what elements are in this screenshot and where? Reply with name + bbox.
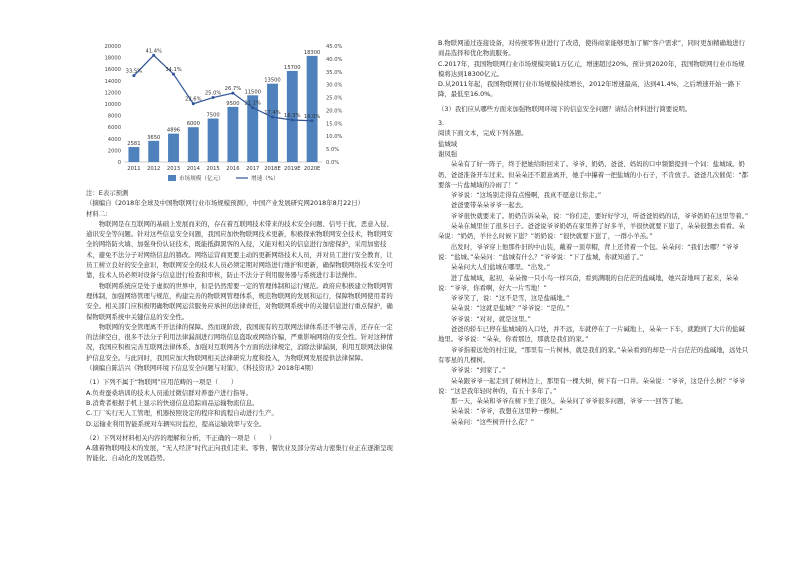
bar-value-label: 13500 bbox=[264, 77, 281, 84]
y-right-tick-label: 15.0% bbox=[326, 121, 343, 128]
bar-value-label: 3650 bbox=[147, 134, 161, 141]
bar-value-label: 4896 bbox=[166, 127, 181, 134]
y-left-tick-label: 6000 bbox=[107, 125, 121, 132]
paragraph: 物联网系统应是处于虚拟的世界中，但是仍然需要一定的管理体制和运行规范。政府应积极建立物联网管理体制，加强网络管理与规范，构建完善的物联网管理体系，规范物联网的发展和运行，保障物联网使用者的安全。相关部门应积极明确物联网运营服务应承担的法律责任，对物联网系统中的关键信息进行重点保护，确保物联网系统中关键信息的安全性。 bbox=[86, 281, 393, 321]
legend-bar-label: 市场规模（亿元） bbox=[179, 176, 224, 182]
story-paragraph: 朵朵说：“爷爷，我想在这里种一棵树。” bbox=[450, 407, 563, 416]
growth-value-label: 25.0% bbox=[204, 90, 222, 97]
y-left-tick-label: 4000 bbox=[107, 136, 121, 143]
chart-svg bbox=[86, 38, 356, 188]
x-tick-label: 2011 bbox=[127, 166, 141, 172]
story-paragraph: 爸爸的轿车已停在盐城域的入口处，并不远，车就停在了一片碱地上，朵朵一下车，就跑到了大片的盐碱地里。爷爷说：“朵朵，你看那边，那就是我们的家。” bbox=[438, 325, 745, 344]
bar-value-label: 9500 bbox=[226, 100, 240, 107]
material2-title: 材料二： bbox=[86, 209, 112, 218]
y-left-tick-label: 10000 bbox=[104, 102, 121, 108]
option: B.消费者根据手机上显示的快递信息追踪商品运输物流信息。 bbox=[86, 398, 259, 407]
bar-value-label: 18300 bbox=[303, 49, 321, 56]
option: C.工厂实行无人工管理，机器按照设定的程序和流程自动进行生产。 bbox=[86, 409, 278, 418]
y-left-tick-label: 2000 bbox=[107, 148, 121, 155]
story-paragraph: 出发时，爷爷穿上他那件旧的中山装，戴着一顶草帽，背上还背着一个包。朵朵问：“我们去哪？”爷爷说：“盐城。”朵朵问：“盐城有什么？”爷爷说：“下了盐城，你就知道了。” bbox=[438, 242, 739, 261]
left-column bbox=[86, 38, 398, 464]
story-paragraph: 那一天，朵朵和爷爷在树下坐了很久，朵朵问了爷爷很多问题，爷爷一一回答了她。 bbox=[450, 397, 688, 406]
bar-value-label: 2581 bbox=[127, 141, 141, 148]
x-tick-label: 2016 bbox=[226, 166, 240, 172]
y-right-tick-label: 0.0% bbox=[326, 160, 340, 166]
bar-value-label: 7500 bbox=[206, 112, 220, 119]
growth-value-label: 16.0% bbox=[303, 113, 321, 120]
market-size-chart bbox=[86, 38, 356, 188]
x-tick-label: 2013 bbox=[166, 166, 181, 172]
option: D.从2011年起，我国物联网行业市场规模持续增长，2012年增速最高，达到41.4%，之后增速开始一路下降，最低至16.0%。 bbox=[438, 80, 741, 99]
growth-value-label: 33.5% bbox=[125, 68, 143, 75]
story-paragraph: 朵朵跟爷爷一起走到了树林边上，那里有一棵大树，树下有一口井。朵朵说：“爷爷，这是什么树？”爷爷说：“这是我年轻时种的，有五十多年了。” bbox=[438, 376, 745, 395]
story-paragraph: 朵朵说：“这就是盐城？”爷爷说：“是的。” bbox=[450, 304, 570, 313]
story-paragraph: 爷爷说：“到家了。” bbox=[450, 366, 506, 375]
story-paragraph: 爷爷笑了，说：“这不是雪，这是盐碱地。” bbox=[450, 294, 570, 303]
bar-value-label: 15700 bbox=[284, 64, 301, 71]
paragraph: 物联网的安全管理离不开法律的保障。然而现阶段，我国现有的互联网法律体系还不够完善，还存在一定的法律空白，很多不法分子利用法律漏洞进行网络信息盗取或网络诈骗，严重影响网络的安全性。针对这种情况，我国应积极完善互联网法律体系，加强对互联网各个方面的法律规定，消除法律漏洞，利用互联网法律保护信息安全。与此同时，我国应加大物联网相关法律研究力度和投入，为物联网发展提供法律保障。 bbox=[86, 322, 393, 362]
y-left-tick-label: 12000 bbox=[104, 90, 121, 97]
chart-note: 注：E表示预测 bbox=[86, 189, 129, 197]
story-paragraph: 爷爷说：“这场别走得有点慢啊，我真不愿意让你走。” bbox=[450, 191, 602, 200]
y-left-tick-label: 14000 bbox=[104, 78, 121, 85]
story-paragraph: 爷爷很快就要来了。奶奶告诉朵朵，说：“你们走，要好好学习，听爸爸妈妈的话，爷爷奶奶在这里等着。” bbox=[450, 211, 749, 220]
x-tick-label: 2014 bbox=[186, 166, 200, 172]
option: C.2017年，我国物联网行业市场规模突破1万亿元，增速超过20%。预计到2020年，我国物联网行业市场规模将达到18300亿元。 bbox=[438, 59, 745, 78]
right-column bbox=[438, 38, 750, 427]
y-right-tick-label: 5.0% bbox=[326, 147, 340, 154]
bar bbox=[148, 141, 159, 162]
y-right-tick-label: 25.0% bbox=[326, 95, 343, 102]
option: A.负责蚕桑培训的技术人员通过微信群对养蚕户进行指导。 bbox=[86, 388, 253, 397]
bar-value-label: 6000 bbox=[186, 121, 200, 128]
y-right-tick-label: 30.0% bbox=[326, 82, 343, 89]
y-right-tick-label: 45.0% bbox=[326, 44, 343, 50]
y-right-tick-label: 35.0% bbox=[326, 69, 343, 76]
source-note: （摘编自陈洁兴《物联网环境下信息安全问题与对策》，《科技资讯》2018年4期） bbox=[86, 364, 318, 373]
legend-line-label: 增速（%） bbox=[251, 176, 279, 182]
x-tick-label: 2017 bbox=[246, 166, 260, 172]
bar bbox=[227, 107, 238, 162]
growth-value-label: 21.1% bbox=[244, 100, 261, 107]
y-right-tick-label: 20.0% bbox=[326, 108, 343, 115]
option: D.运输业利用智能系统对车辆实时监控，提高运输效率与安全。 bbox=[86, 419, 266, 428]
bar bbox=[208, 119, 219, 163]
section-number: 3. bbox=[438, 119, 445, 128]
growth-value-label: 22.6% bbox=[185, 96, 202, 103]
story-paragraph: 爷爷指着远处的村庄说，“那里有一片树林，就是我们的家。”朵朵看到的却是一片白茫茫的盐碱地，远处只有零星的几棵树。 bbox=[438, 345, 749, 364]
story-paragraph: 爷爷说：“对对，就是这里。” bbox=[450, 314, 531, 323]
y-left-tick-label: 8000 bbox=[107, 113, 121, 120]
story-paragraph: 朵朵问大人们盐城在哪里。“出发。” bbox=[450, 263, 551, 272]
bar bbox=[168, 134, 179, 162]
y-right-tick-label: 10.0% bbox=[326, 134, 343, 141]
growth-value-label: 16.3% bbox=[284, 112, 301, 119]
y-left-tick-label: 18000 bbox=[104, 55, 121, 62]
question-2: （2）下列对材料相关内容的理解和分析，不正确的一项是（ ） bbox=[86, 433, 276, 442]
y-left-tick-label: 16000 bbox=[104, 67, 121, 74]
paragraph: 物联网是在互联网的基础上发展而来的，存在着互联网技术带来的技术安全问题、信号干扰、恶意入侵、通讯安全等问题。针对这些信息安全问题，我国应加快物联网技术更新，积极探索物联网安全技术，物联网安全的网络防火墙、加强身份认证技术，既能抵御黑客的入侵，又能对相关的信息进行加密保护，采用加密技术，避免不法分子对网络信息的篡改。网络运营商更要主动的更新网络技术人员，并对员工进行安全教育，让员工树立良好的安全意识，物联网安全的技术人员必须定期对网络进行维护和更新，确保物联网络技术安全可靠，技术人员必须对设备与信息进行检查和审核，防止不法分子利用服务器与系统进行非法操作。 bbox=[86, 219, 393, 280]
y-left-tick-label: 20000 bbox=[104, 44, 121, 50]
story-paragraph: 进了盐城域，起初，朵朵像一只小鸟一样兴奋，看到满眼的白茫茫的盐碱地，她兴奋地叫了起来，朵朵说：“爷爷，你看啊，好大一片雪地！” bbox=[438, 273, 739, 292]
question-1: （1）下列不属于“物联网”应用范畴的一项是（ ） bbox=[86, 378, 238, 387]
story-paragraph: 朵朵在城里住了很多日子。爸爸说爷爷奶奶在家里养了好多羊，羊很快就要下崽了，朵朵很想去看看。朵朵说：“奶奶，羊什么时候下崽？”奶奶说：“很快就要下崽了，一群小羊羔。” bbox=[438, 222, 745, 241]
x-tick-label: 2019E bbox=[284, 166, 301, 172]
growth-value-label: 41.4% bbox=[145, 48, 162, 55]
x-tick-label: 2020E bbox=[303, 166, 321, 172]
bar bbox=[188, 127, 199, 162]
option: B.物联网通过连接设备，对传统零售业进行了改造，使得商家能够更加了解“客户需求”，同时更加精确地进行商品选择和优化物流服务。 bbox=[438, 39, 746, 58]
x-tick-label: 2015 bbox=[206, 166, 220, 172]
story-paragraph: 爸爸要带朵朵爷爷一起去。 bbox=[450, 201, 528, 210]
growth-value-label: 34.1% bbox=[165, 67, 182, 74]
bar bbox=[128, 147, 139, 162]
x-tick-label: 2012 bbox=[147, 166, 161, 172]
bar-value-label: 11500 bbox=[244, 89, 261, 96]
story-title: 盐城域 bbox=[438, 139, 458, 148]
x-tick-label: 2018E bbox=[264, 166, 281, 172]
bar bbox=[267, 84, 278, 162]
legend-bar-swatch bbox=[168, 175, 176, 181]
question-3: （3）我们应从哪些方面来加强物联网环境下的信息安全问题？请结合材料进行简要说明。 bbox=[438, 104, 692, 113]
story-paragraph: 朵朵问：“这些树开什么花？” bbox=[450, 417, 535, 426]
option: A.随着物联网技术的发展，“无人经济”时代正向我们走来。零售、餐饮业及部分劳动力密集行业正在逐渐呈现智能化、自动化的发展趋势。 bbox=[86, 444, 393, 463]
y-right-tick-label: 40.0% bbox=[326, 56, 343, 63]
growth-value-label: 26.7% bbox=[224, 86, 242, 93]
growth-value-label: 17.4% bbox=[264, 110, 281, 117]
story-paragraph: 朵朵有了好一阵子，终于把她给盼回来了。爷爷、奶奶、爸爸、妈妈的口中频繁提到一个词：盐城域。奶奶、爸爸准备开车过来。但朵朵还不愿意离开，她手中攥着一把盐城的小石子，不肯放手。爸爸几次催促：“都要落一片盐城域的冷雨了！” bbox=[438, 160, 749, 189]
y-left-tick-label: 0 bbox=[117, 160, 121, 166]
story-author: 谢凤强 bbox=[438, 149, 458, 158]
instruction: 阅读下面文本，完成下列各题。 bbox=[438, 129, 528, 138]
bar bbox=[307, 56, 318, 162]
chart-source: （摘编自《2018年全球及中国物联网行业市场规模预测》，中国产业发展研究网2018年8月22日） bbox=[86, 199, 364, 208]
